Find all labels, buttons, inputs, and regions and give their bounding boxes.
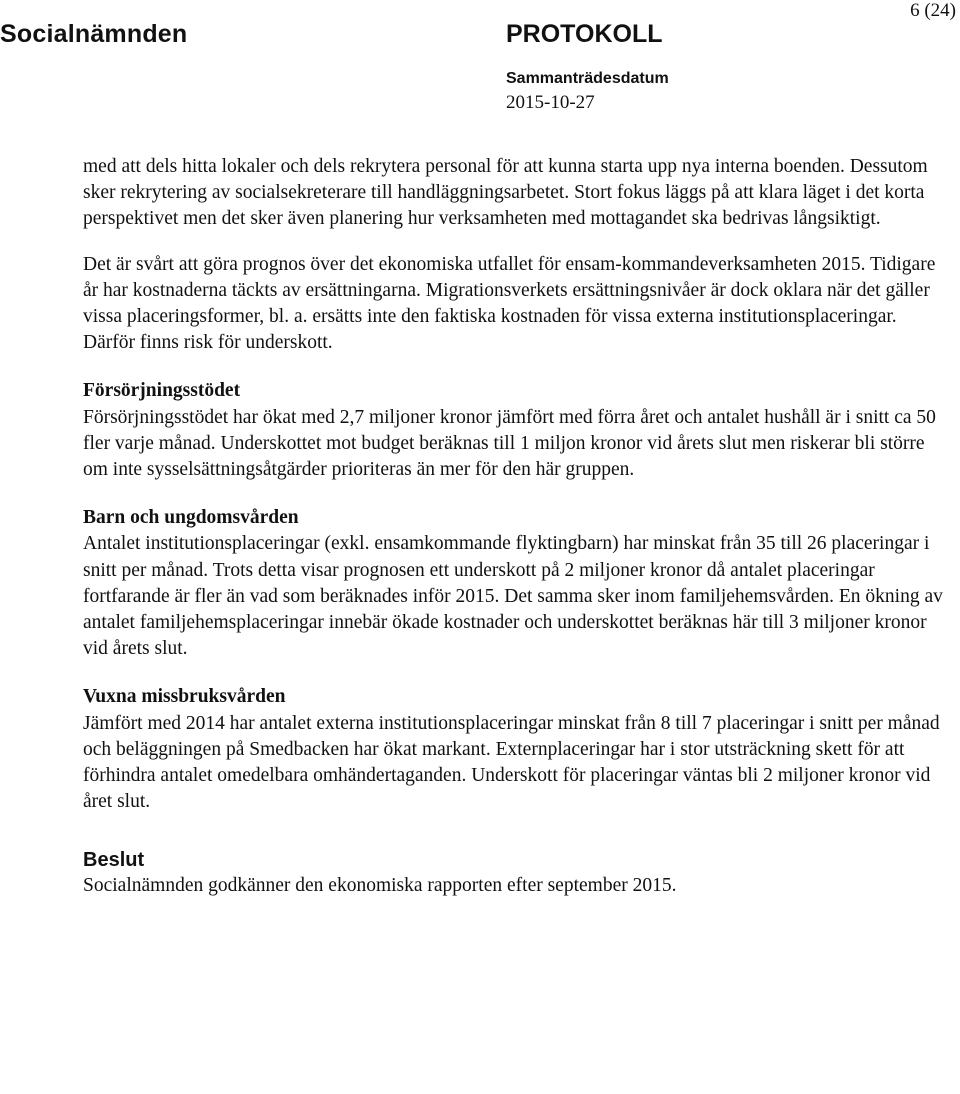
section-heading-child-youth-care: Barn och ungdomsvården bbox=[83, 507, 299, 529]
paragraph-recruitment: med att dels hitta lokaler och dels rekrytera personal för att kunna starta upp nya interna boenden. Dessutom sker rekrytering av socialsekreterare till handläggningsarbetet. Stort fokus läggs på att klara läget i det korta perspektivet men det sker även planering hur verksamheten med mottagandet ska bedrivas långsiktigt. bbox=[83, 156, 928, 230]
meeting-date: 2015-10-27 bbox=[506, 92, 595, 113]
document-body bbox=[83, 154, 951, 900]
page-number: 6 (24) bbox=[910, 0, 956, 21]
decision-text: Socialnämnden godkänner den ekonomiska rapporten efter september 2015. bbox=[83, 875, 677, 897]
document-type: PROTOKOLL bbox=[506, 20, 663, 48]
committee-name: Socialnämnden bbox=[0, 20, 188, 48]
paragraph-forecast: Det är svårt att göra prognos över det ekonomiska utfallet för ensam-kommandeverksamheten 2015. Tidigare år har kostnaderna täckts av ersättningarna. Migrationsverkets ersättningsnivåer är dock oklara när det gäller vissa placeringsformer, bl. a. ersätts inte den faktiska kostnaden för vissa externa institutionsplaceringar. Därför finns risk för underskott. bbox=[83, 253, 936, 354]
section-text-child-youth-care: Antalet institutionsplaceringar (exkl. ensamkommande flyktingbarn) har minskat från 35 till 26 placeringar i snitt per månad. Trots detta visar prognosen ett underskott på 2 miljoner kronor då antalet placeringar fortfarande är fler än vad som beräknades inför 2015. Det samma sker inom familjehemsvården. En ökning av antalet familjehemsplaceringar innebär ökade kostnader och underskottet beräknas här till 3 miljoner kronor vid årets slut. bbox=[83, 533, 943, 660]
section-heading-income-support: Försörjningsstödet bbox=[83, 380, 241, 402]
section-text-income-support: Försörjningsstödet har ökat med 2,7 miljoner kronor jämfört med förra året och antalet hushåll är i snitt ca 50 fler varje månad. Underskottet mot budget beräknas till 1 miljon kronor vid årets slut men riskerar bli större om inte sysselsättningsåtgärder prioriteras än mer för den här gruppen. bbox=[83, 406, 936, 481]
decision-heading: Beslut bbox=[83, 849, 145, 872]
meeting-date-label: Sammanträdesdatum bbox=[506, 70, 669, 87]
section-heading-adult-addiction-care: Vuxna missbruksvården bbox=[83, 686, 286, 708]
section-text-adult-addiction-care: Jämfört med 2014 har antalet externa institutionsplaceringar minskat från 8 till 7 placeringar i snitt per månad och beläggningen på Smedbacken har ökat markant. Externplaceringar har i stor utsträckning skett för att förhindra antalet omedelbara omhändertaganden. Underskott för placeringar väntas bli 2 miljoner kronor vid året slut. bbox=[83, 712, 940, 813]
